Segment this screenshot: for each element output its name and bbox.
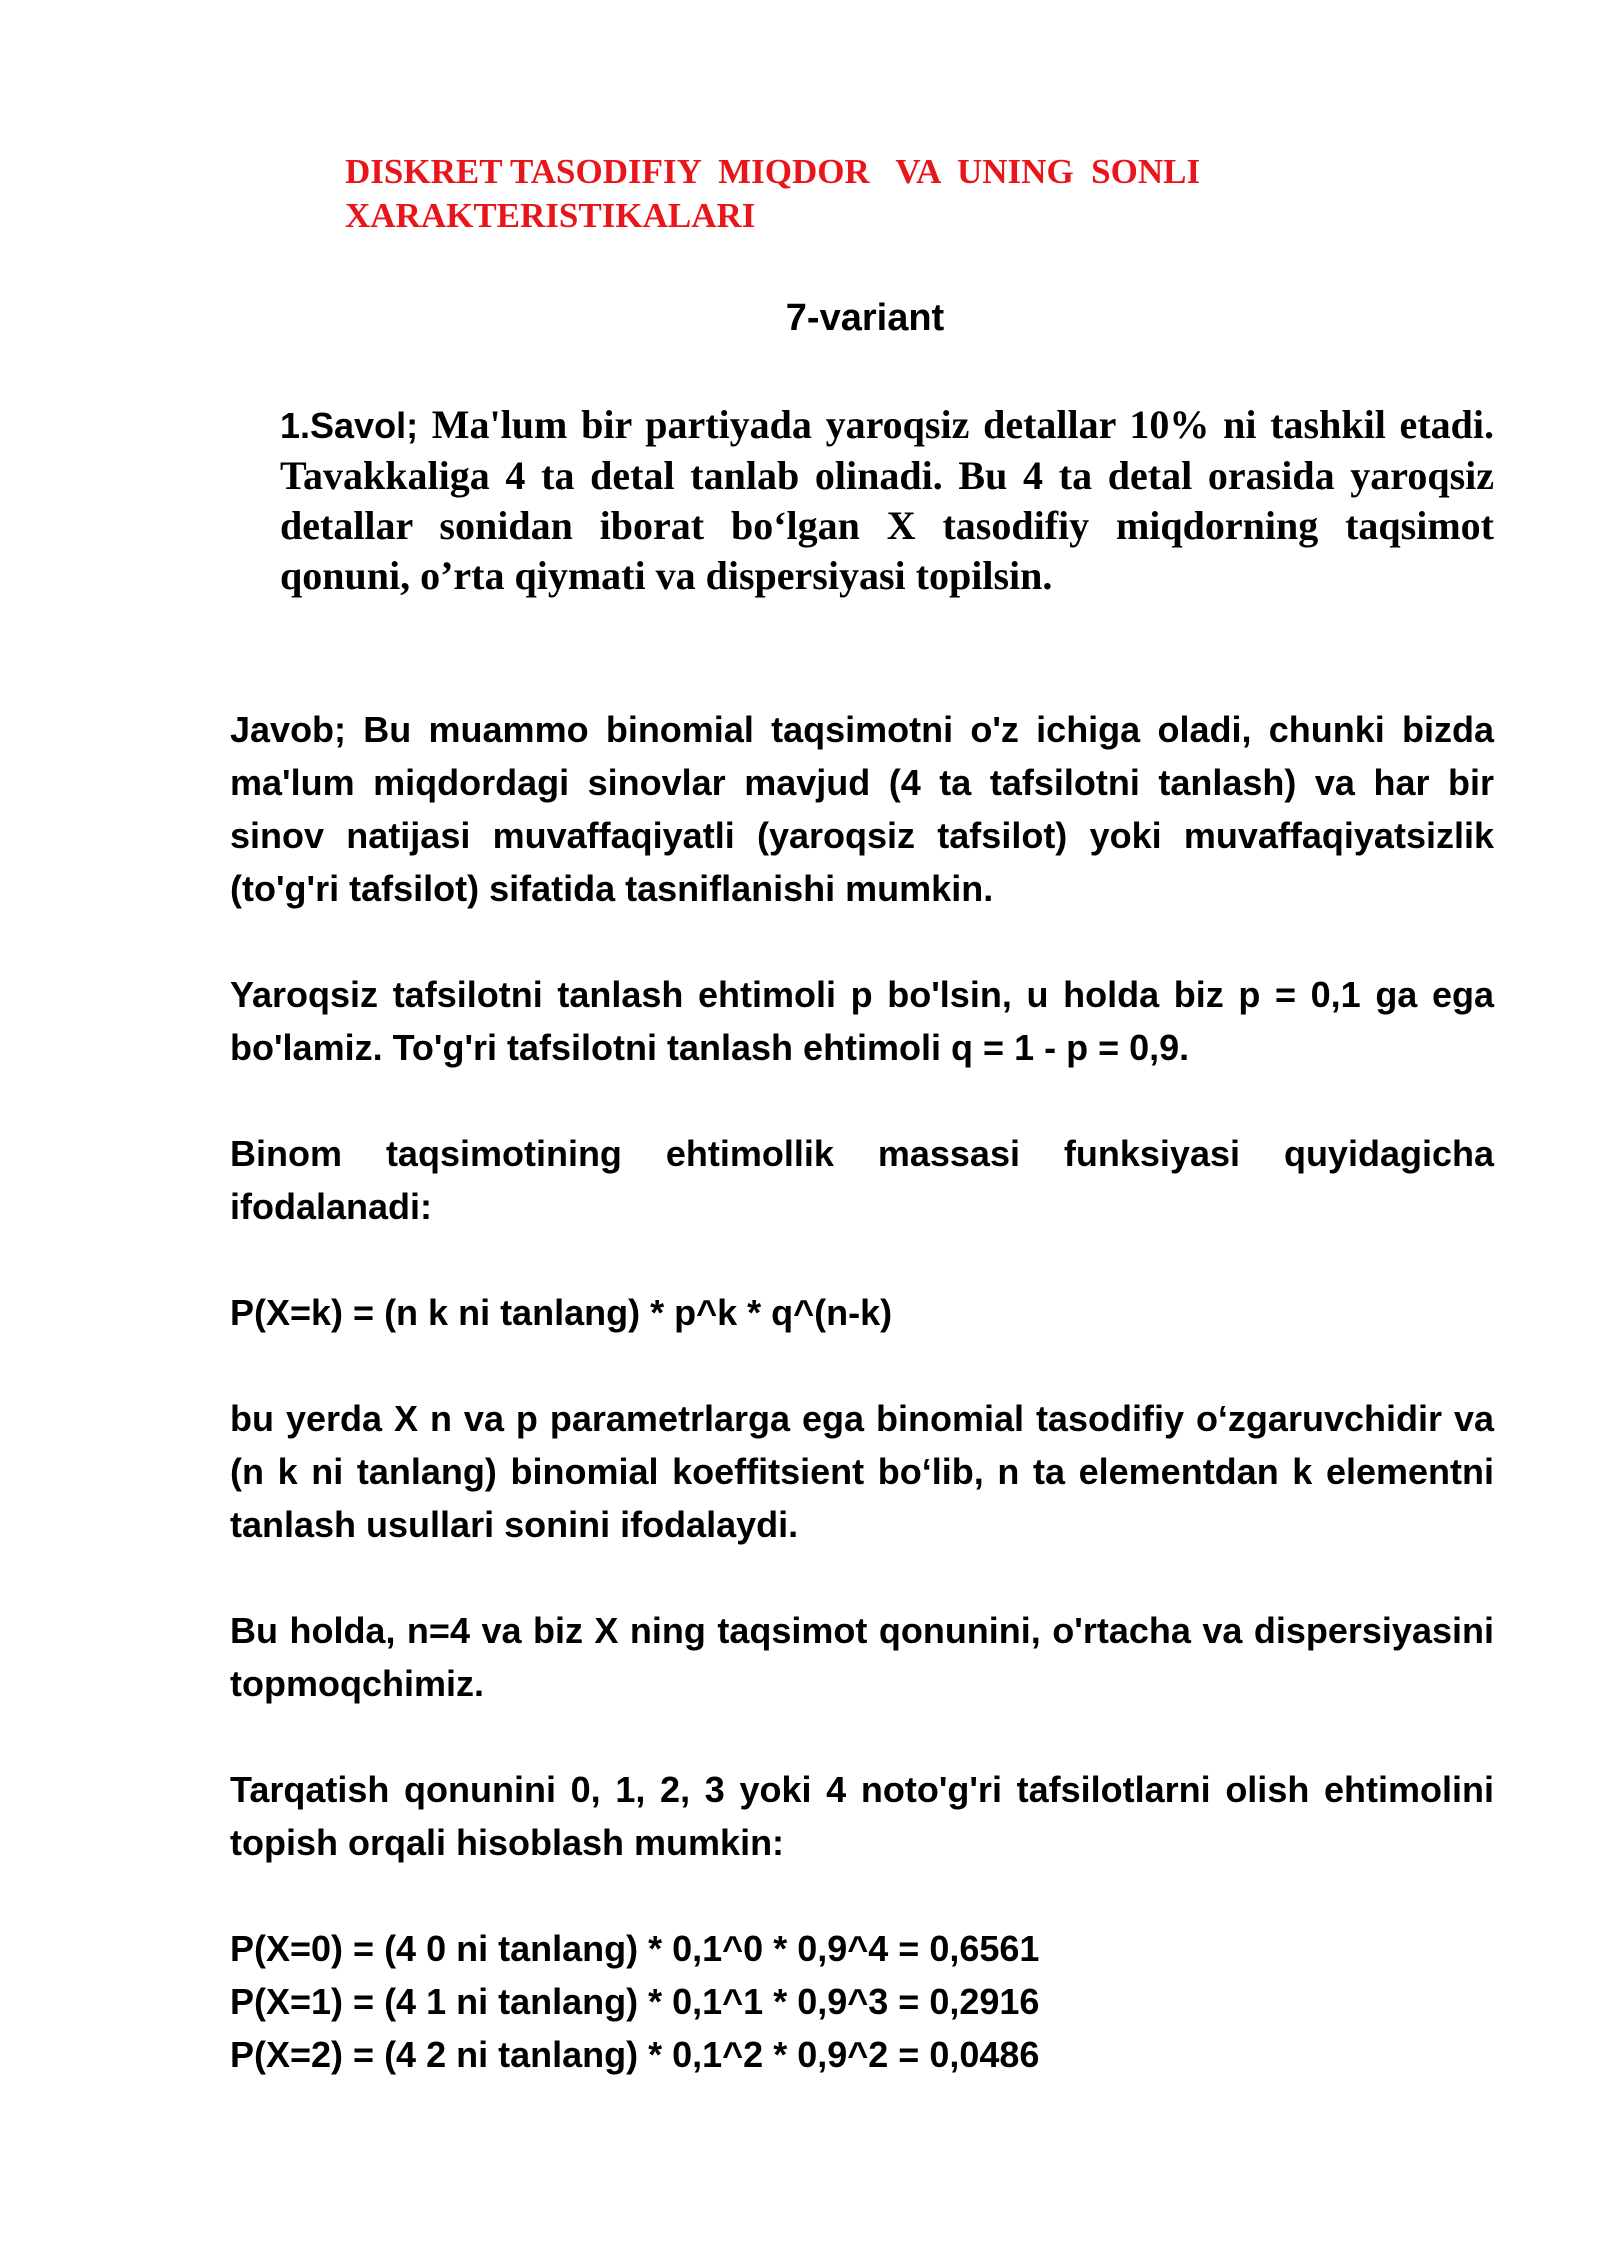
calculation-line: P(X=1) = (4 1 ni tanlang) * 0,1^1 * 0,9^3 = 0,2916 bbox=[230, 1981, 1040, 2022]
variant-label: 7-variant bbox=[785, 297, 945, 339]
pmf-formula: P(X=k) = (n k ni tanlang) * p^k * q^(n-k) bbox=[230, 1292, 893, 1333]
probability-paragraph: Yaroqsiz tafsilotni tanlash ehtimoli p bo'lsin, u holda biz p = 0,1 ga ega bo'lamiz. To'g'ri tafsilotni tanlash ehtimoli q = 1 - p = 0,9. bbox=[230, 974, 1494, 1068]
question-label: 1.Savol; bbox=[280, 405, 419, 446]
distribution-intro-paragraph: Tarqatish qonunini 0, 1, 2, 3 yoki 4 noto'g'ri tafsilotlarni olish ehtimolini topish orqali hisoblash mumkin: bbox=[230, 1769, 1494, 1863]
calculation-line: P(X=2) = (4 2 ni tanlang) * 0,1^2 * 0,9^2 = 0,0486 bbox=[230, 2034, 1040, 2075]
calculation-line: P(X=0) = (4 0 ni tanlang) * 0,1^0 * 0,9^4 = 0,6561 bbox=[230, 1928, 1040, 1969]
answer-body bbox=[230, 703, 1494, 2081]
title-line-1: DISKRET TASODIFIY MIQDOR VA UNING SONLI bbox=[345, 152, 1201, 191]
question-block bbox=[280, 400, 1494, 601]
question-text: Ma'lum bir partiyada yaroqsiz detallar 10% ni tashkil etadi. Tavakkaliga 4 ta detal tanlab olinadi. Bu 4 ta detal orasida yaroqsiz detallar sonidan iborat bo‘lgan X tasodifiy miqdorning taqsimot qonuni, o’rta qiymati va dispersiyasi topilsin. bbox=[280, 402, 1494, 598]
case-paragraph: Bu holda, n=4 va biz X ning taqsimot qonunini, o'rtacha va dispersiyasini topmoqchimiz. bbox=[230, 1610, 1494, 1704]
document-title bbox=[345, 150, 1345, 238]
pmf-intro-paragraph: Binom taqsimotining ehtimollik massasi funksiyasi quyidagicha ifodalanadi: bbox=[230, 1133, 1494, 1227]
calculation-list bbox=[230, 1922, 1494, 2081]
title-line-2: XARAKTERISTIKALARI bbox=[345, 196, 756, 235]
pmf-explain-paragraph: bu yerda X n va p parametrlarga ega binomial tasodifiy o‘zgaruvchidir va (n k ni tanlang) binomial koeffitsient bo‘lib, n ta elementdan k elementni tanlash usullari sonini ifodalaydi. bbox=[230, 1398, 1494, 1545]
answer-paragraph: Javob; Bu muammo binomial taqsimotni o'z ichiga oladi, chunki bizda ma'lum miqdordagi sinovlar mavjud (4 ta tafsilotni tanlash) va har bir sinov natijasi muvaffaqiyatli (yaroqsiz tafsilot) yoki muvaffaqiyatsizlik (to'g'ri tafsilot) sifatida tasniflanishi mumkin. bbox=[230, 709, 1494, 909]
